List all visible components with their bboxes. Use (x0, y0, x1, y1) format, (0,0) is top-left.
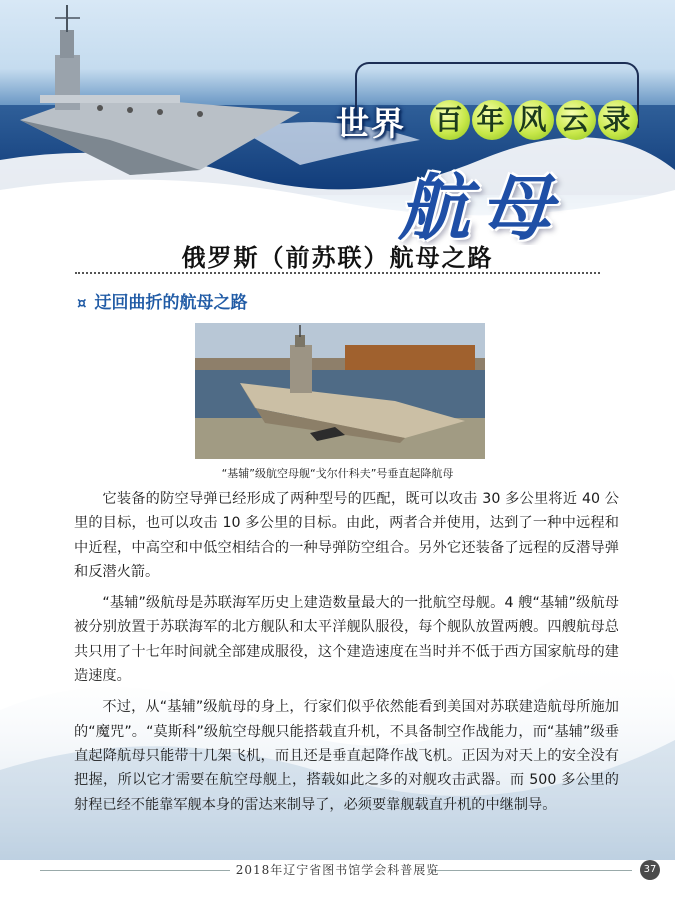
section-heading-text: 迂回曲折的航母之路 (94, 293, 248, 313)
series-subtitle-char: 年 (472, 100, 512, 140)
series-subtitle-char: 录 (598, 100, 638, 140)
footer-title: 2018年辽宁省图书馆学会科普展览 (235, 863, 440, 877)
body-paragraph: 不过，从“基辅”级航母的身上，行家们似乎依然能看到美国对苏联建造航母所施加的“魔咒”。“莫斯科”级航空母舰只能搭载直升机，不具备制空作战能力，而“基辅”级垂直起降航母只能带十几架飞机，而且还是垂直起降作战飞机。正因为对天上的安全没有把握，所以它才需要在航空母舰上，搭载如此之多的对舰攻击武器。而 500 多公里的射程已经不能靠军舰本身的雷达来制导了，必须要靠舰载直升机的中继制导。 (74, 699, 619, 813)
series-subtitle-char: 云 (556, 100, 596, 140)
page-number: 37 (640, 860, 660, 880)
series-main-title: 航母 (398, 166, 563, 245)
section-bullet-icon: ¤ (77, 294, 87, 312)
series-subtitle-char: 百 (430, 100, 470, 140)
section-heading (77, 288, 248, 313)
photo-caption: “基辅”级航空母舰“戈尔什科夫”号垂直起降航母 (221, 467, 454, 480)
series-subtitle (430, 100, 640, 140)
title-divider (75, 272, 600, 274)
article-title: 俄罗斯（前苏联）航母之路 (181, 244, 494, 272)
header-banner (0, 0, 675, 245)
series-subtitle-char: 风 (514, 100, 554, 140)
body-paragraph: 它装备的防空导弹已经形成了两种型号的匹配，既可以攻击 30 多公里将近 40 公里的目标，也可以攻击 10 多公里的目标。由此，两者合并使用，达到了一种中远程和中近程，中高空和中低空相结合的一种导弹防空组合。另外它还装备了远程的反潜导弹和反潜火箭。 (74, 491, 619, 580)
carrier-photo (195, 323, 485, 459)
body-paragraph: “基辅”级航母是苏联海军历史上建造数量最大的一批航空母舰。4 艘“基辅”级航母被分别放置于苏联海军的北方舰队和太平洋舰队服役，每个舰队放置两艘。四艘航母总共只用了十七年时间就全部建成服役，这个建造速度在当时并不低于西方国家航母的建造速度。 (74, 595, 619, 685)
series-title-world: 世界 (336, 104, 406, 143)
article-body (74, 487, 619, 824)
